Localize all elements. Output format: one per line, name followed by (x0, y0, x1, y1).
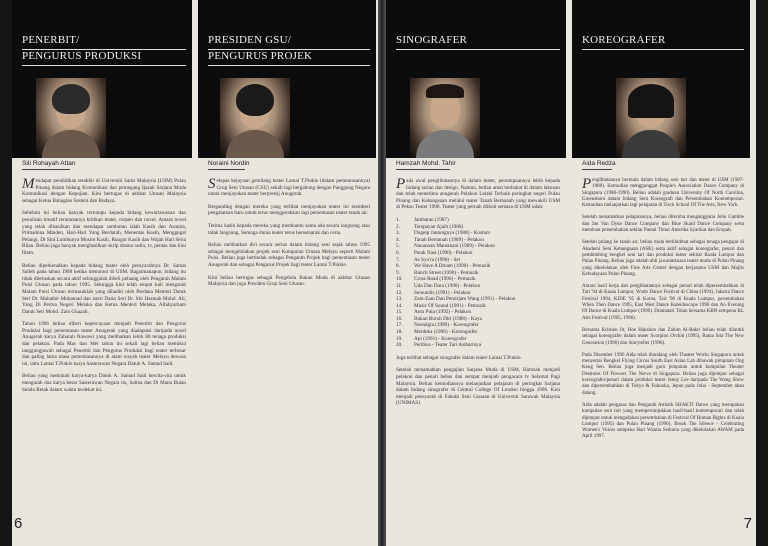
list-number: 1. (396, 216, 400, 223)
column-presiden (198, 0, 376, 546)
paragraph: Setelah menamatkan pengajian Sarjana Muda di USM, Hamzah menjadi pelakon dan penari bebas dan sempat menjadi pengacara tv Selamat Pagi Malaysia. Beliau kemudiannya melanjutkan pelajaran di peringkat Sarjana dalam bidang sinografer di Central College Of London hingga 1996. Kini menjadi pensyarah di Fakulti Seni Gunaan di Universiti Sarawak Malaysia (UNIMAS). (396, 367, 560, 407)
paragraph: Juga terlibat sebagai sinografer dalam teater Lantai T.Pinkie. (396, 354, 522, 361)
paragraph: Beliau melibatkan diri secara serius dalam bidang seni sejak tahun 1995 sebagai mengelolakan projek seni Kumpulan Utusan Melayu seperti Malam Puisi. Beliau juga bertindak sebagai Pengarah Projek bagi pementasan teater Anugerah dan sebagai Pengurus Projek bagi teater Lantai T.Pinkie. (208, 242, 370, 268)
portrait-photo (410, 78, 480, 158)
list-text: Zam-Zam Dan Pemirjam Wang (1991) - Pelakon (414, 296, 516, 303)
paragraph: Beliau yang meminati karya-karya Datuk A. Samad Said bercita-cita untuk mengarah dua karya besar Sasterawan Negara itu, Salina dan Di Mana Bulan Selalu Retak dalam waktu terdekat ini. (22, 373, 186, 393)
list-text: Semundis (1991) - Pelakon (414, 289, 471, 296)
list-number: 14. (396, 302, 403, 309)
caption-text: Noraini Nordin (208, 160, 250, 167)
header-rule (22, 65, 186, 66)
header-line: PENERBIT/ (22, 34, 80, 46)
list-number: 2. (396, 223, 400, 230)
paragraph (208, 178, 370, 198)
section-header (22, 34, 186, 66)
list-number: 6. (396, 249, 400, 256)
header-rule (208, 65, 370, 66)
paragraph: Antara hasil kerja dan penglibatannya sebagai penari telah dipersembahkan di Tari '94 di Kuala Lumpur, Wudo Dance Festival di China (1994), Jakarta Dance Festival 1994, KIDE '95 di Korea, Tari '96 di Kuala Lumpur, persembahan When Then Dance 1995, East West Dance Kaleidoscope 1996 dan An Evening Of Dance di Kuala Lumpur (1996). Dramatari Titian bersama KBN sempena KL Arts Festival (1995, 1996). (582, 284, 744, 321)
list-text: Merdeka (1990) - Koreografer (414, 329, 478, 336)
drop-cap: S (208, 176, 216, 192)
list-text: We Have A Dream (1990) - Pemuzik (414, 263, 491, 270)
paragraph (582, 178, 744, 209)
header-line: SINOGRAFER (396, 34, 468, 46)
caption-text: Siti Rohayah Attan (22, 160, 76, 167)
portrait-photo (220, 78, 290, 158)
caption-text: Hamzah Mohd. Tahir (396, 160, 456, 167)
header-line: KOREOGRAFER (582, 34, 666, 46)
list-number: 8. (396, 263, 400, 270)
list-number: 20. (396, 342, 403, 349)
portrait-headscarf (52, 84, 90, 114)
header-line: PRESIDEN GSU/ (208, 34, 291, 46)
page-number: 7 (743, 515, 752, 532)
list-text: Nanannan Mantanani (1989) - Pelakon (414, 243, 495, 250)
list-text: Bukan Buruh Diri (1988) - Kayu (414, 315, 483, 322)
paragraph-text: endapat pendidikan terakhir di Universiti Sains Malaysia (USM) Pulau Pinang dalam bidang Komunikasi dan pemegang Ijazah Sarjana Muda Komunikasi dengan Kepujian. Kini bertugas di akhbar Utusan Malaysia sebagai Ketua Bahagian Sastera dan Budaya. (22, 178, 186, 204)
biography-text (208, 178, 370, 294)
biography-text (22, 178, 186, 399)
list-number: 10. (396, 276, 403, 283)
paragraph: Setelah menamatkan pelajarannya, beliau diterima menganggotai John Gamble dan Jan Van Dyke Dance Company dan Blue Skaid Dance Company serta membuat persembahan sekitar Pantai Timur Amerika Syarikat dan Eropah. (582, 215, 744, 234)
list-item (396, 309, 560, 316)
caption-rule (582, 169, 612, 170)
portrait-hair (426, 84, 464, 98)
portrait-body (416, 130, 474, 158)
list-text: Jambatan (1987) (414, 216, 449, 223)
list-number: 7. (396, 256, 400, 263)
list-number: 13. (396, 296, 403, 303)
section-header (208, 34, 370, 66)
drop-cap: M (22, 176, 35, 192)
photo-caption (208, 160, 250, 170)
works-list (396, 217, 560, 349)
list-number: 15. (396, 309, 403, 316)
list-text: Uda Dan Dara (1990) - Pelakon (414, 282, 481, 289)
portrait-body (226, 130, 284, 158)
paragraph: Sebelum ini beliau banyak tertumpu kepada bidang kewartawanan dan penulisan kreatif terutamanya kritikan teater, cerpen dan novel. Antara novel yang telah dihasilkan dan mendapat sambutan ialah Kasih dan Asmara, Primadona Minden, Hari-Hari Yang Berdarah, Menentas Kasih, Menggugat Pelangi, Di Sini Lumbunya Musim Kasih, Rungut Kasih dan Wajah Hati Seria Bilan. Beliau juga banyak menghasilkan skrip drama radio, tv, pentas dan kini filem. (22, 210, 186, 256)
left-page (12, 0, 378, 546)
section-header (396, 34, 560, 50)
biography-text (582, 178, 744, 447)
paragraph (22, 178, 186, 204)
header-rule (582, 49, 744, 50)
list-number: 11. (396, 282, 403, 289)
paragraph: Setelah pulang ke tanah air, beliau mula berkhidmat sebagai tenaga pengajar di Akademi Seni Kebangsaan (ASK) serta aktif sebagai koreografer, penari dan pembimbing bengkel seni tari dan produksi teater sekitar Kuala Lumpur dan Pulau Pinang. Beliau juga adalah ahli jawatankuasa teater muda di Pulau Pinang yang dikelolakan oleh Fine Arts Center dengan kerjasama USM dan Majlis Kebudayaan Pulau Pinang. (582, 240, 744, 277)
list-text: Tanah Bernanah (1989) - Pelakon (414, 236, 484, 243)
list-item (396, 250, 560, 257)
photo-caption (582, 160, 616, 170)
list-text: Music Of Sound (1991) - Pemuzik (414, 302, 486, 309)
drop-cap: P (582, 176, 592, 192)
list-number: 4. (396, 236, 400, 243)
paragraph-text: ada awal penglibatannya di dalam teater, penumpuannya lebih kepada bidang tarian dan design. Namun, beliau amat berbakat di dalam lakonan dan telah menerima anugerah Pelakon Lelaki Terbaik peringkat negeri Pulau Pinang dan Kebangsaan melalui teater Tanah Bernanah yang mewakili USM di Peksn Teater 1990. Teater yang pernah diikuti semasa di USM ialah: (396, 178, 560, 211)
header-line: PENGURUS PROJEK (208, 50, 313, 62)
list-number: 5. (396, 243, 400, 250)
book-gutter (378, 0, 386, 546)
header-rule (396, 49, 560, 50)
photo-caption (396, 160, 456, 170)
paragraph-text: englibatannya bermula dalam bidang seni tari dan teater di USM (1987-1988). Kemudian menggunggat People's Association Dance Company di Singapura (1988-1990). Beliau adalah graduan University Of North Carolina, Greensboro dalam bidang Seni Koreografi dan Persembahan Kontemporari. Kemudian melanjutkan lagi pelajaran di Tisch School Of The Arts, New York. (582, 178, 744, 209)
list-number: 3. (396, 230, 400, 237)
caption-rule (22, 169, 70, 170)
list-item (396, 276, 560, 283)
paragraph: Aida adalah pengasas dan Pengarah Artistik SHAKTI Dance yang merupakan kumpulan seni tari yang mempertunjukkan hasil-hasil kontemporari dan telah dijemput untuk mengadakan persembahan di Festival Of Human Rights di Kuala Lumpur (1995) dan Pulau Pinang (1996), Break The Silence - Celebrating Women's Voices sempena Hari Wanita Sedunia yang dikelolakan AWAM pada April 1997. (582, 402, 744, 440)
paragraph: Kini beliau bertugas sebagai Pengelola Rakan Muda di akhbar Utusan Malaysia dan juga Presiden Grup Seni Utusan. (208, 274, 370, 288)
portrait-headscarf (236, 84, 274, 116)
portrait-body (42, 130, 100, 158)
paragraph: Beliau diperkenalkan kepada bidang teater oleh pensyarahnya Dr. Samat Salleh pada tahun 1988 ketika menuntut di USM. Bagaimanapun, bidang itu tidak diteruskan secara aktif sehinggalah dibeli peluang oleh Pengarah Malam Puisi Utusan pada tahun 1995. Sehingga kini telah empat kali mengarah Malam Puisi Utusan termasuklah yang dihadiri oleh Perdana Menteri Datuk Seri Dr. Mahathir Mohamad dan isteri Datin Seri Dr. Siti Hasmah Mohd. Ali, Yang Di Pertua Negeri Melaka dan Ketua Menteri Melaka, Allahyarham Datuk Seri Mohd. Zain Ghazali. (22, 262, 186, 315)
section-header (582, 34, 744, 50)
photo-caption (22, 160, 75, 170)
list-item (396, 243, 560, 250)
list-text: Petak Nasi (1990) - Pelakon (414, 249, 473, 256)
list-text: Tempayan Ajaib (1988) (414, 223, 464, 230)
paragraph-text: elepas kejayaan gemilang teater Lantai T.Pinkie (dalam pementasannya) Grup Seni Utusan (GSU) sekali lagi bergabung dengan Panggung Negara untuk menjayakan teater berprestij Anugerah. (208, 178, 370, 198)
portrait-body (622, 130, 680, 158)
list-item (396, 230, 560, 237)
portrait-hair (628, 84, 674, 118)
column-penerbit (12, 0, 192, 546)
list-item (396, 217, 560, 224)
list-number: 17. (396, 322, 403, 329)
list-item (396, 296, 560, 303)
column-sinografer (386, 0, 566, 546)
list-number: 9. (396, 269, 400, 276)
list-number: 18. (396, 329, 403, 336)
list-text: Api (1991) - Koreografer (414, 335, 467, 342)
paragraph: Berganding dengan mereka yang terlibat menjayakan teater ini memberi pengalaman baru untuk terus menggerakkan lagi pementasan teater tanah air. (208, 203, 370, 217)
list-text: Bunch Street (1990) - Pemuzik (414, 269, 479, 276)
drop-cap: P (396, 176, 406, 192)
page-number: 6 (14, 515, 23, 532)
list-item (396, 263, 560, 270)
list-item (396, 329, 560, 336)
list-item (396, 336, 560, 343)
list-item (396, 283, 560, 290)
list-text: Peribisa - Teater Tari Asiharinya (414, 342, 482, 349)
list-number: 16. (396, 315, 403, 322)
header-line: PENGURUS PRODUKSI (22, 50, 142, 62)
paragraph (396, 178, 560, 211)
list-text: Antu Pula (1992) - Pelakon (414, 309, 472, 316)
list-text: As Syu'ra (1990) - Set (414, 256, 461, 263)
caption-rule (208, 169, 245, 170)
portrait-photo (616, 78, 686, 158)
paragraph: Bersama Krishen Jit, Hoe Hakshon dan Zahim Al-Bakri beliau telah dilantik sebagai koreografer dalam teater Scorpion Orchid (1995), Rama Sita The New Generation (1996) dan Storyteller (1996). (582, 327, 744, 346)
caption-text: Aida Redza (582, 160, 616, 167)
list-text: Cross Road (1990) - Pemuzik (414, 276, 476, 283)
list-number: 12. (396, 289, 403, 296)
biography-text (396, 178, 560, 413)
paragraph: Tahun 1996 beliau diberi kepercayaan menjadi Penerbit dan Pengurus Produksi bagi pementasan teater Anugerah yang diadaptasi daripada novel Anugerah karya Zaharah Nawawi yang melibatkan lebih 80 tenaga produksi dan pelakon. Pada Mac dan Mei tahun ini sekali lagi beliau memikul tanggungjawab sebagai Penerbit dan Pengurus Produksi bagi teater terbesar dan paling lama masa pementasannya di alam wayah teater Melayu dewasa ini, iaitu Lantai T.Pinkie karya Sasterawan Negara Datuk A. Samad Said. (22, 321, 186, 367)
paragraph: Terima kasih kepada mereka yang membantu sama ada secara langsung atau tidak langsung. Semoga dunia teater terus bersemarak dan ceria. (208, 222, 370, 236)
list-text: Nostalgia (1989) - Koreografer (414, 322, 479, 329)
paragraph: Pada Disember 1996 Aida telah diundang oleh Theater Works Singapura untuk menyertai Bengkel Flying Circus South East Asian Lab dibawah pimpinan Ong Keng Sen. Beliau juga menjadi guru jemputan untuk kumpulan Theater Destinies Of Flowers The Nerve di Singapura. Beliau juga dijemput sebagai koreografer/penari dalam produksi teater Jenny Lee daripada The Wang Show dan dipersembahkan di Tokyo & Fukuoka, Jepun pada Julai - September akan datang. (582, 352, 744, 396)
list-text: Dogeip Jantungnya (1988) - Kostum (414, 230, 491, 237)
right-page (386, 0, 756, 546)
list-item (396, 342, 560, 349)
portrait-photo (36, 78, 106, 158)
column-koreografer (572, 0, 750, 546)
list-number: 19. (396, 335, 403, 342)
caption-rule (396, 169, 450, 170)
